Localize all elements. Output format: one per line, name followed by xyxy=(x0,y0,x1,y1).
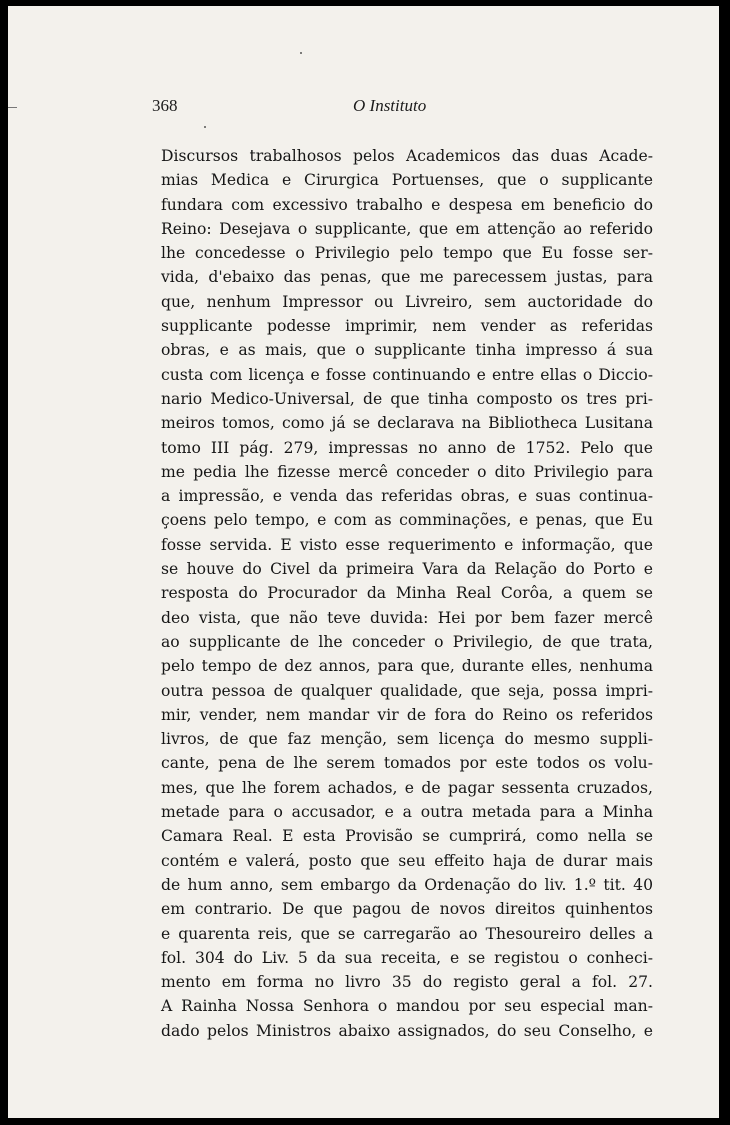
ink-speck xyxy=(204,126,206,128)
text-line: metade para o accusador, e a outra metada para a Minha xyxy=(161,803,653,822)
text-line: fundara com excessivo trabalho e despesa em beneficio do xyxy=(161,195,653,214)
text-line: Discursos trabalhosos pelos Academicos das duas Acade- xyxy=(161,147,653,165)
body-text xyxy=(161,144,653,1043)
text-line: deo vista, que não teve duvida: Hei por bem fazer mercê xyxy=(161,608,653,627)
text-line: lhe concedesse o Privilegio pelo tempo que Eu fosse ser- xyxy=(161,244,653,263)
text-line: A Rainha Nossa Senhora o mandou por seu especial man- xyxy=(161,997,653,1016)
text-line: me pedia lhe fizesse mercê conceder o dito Privilegio para xyxy=(161,462,653,481)
text-line: mes, que lhe forem achados, e de pagar sessenta cruzados, xyxy=(161,778,653,797)
text-line: a impressão, e venda das referidas obras, e suas continua- xyxy=(161,487,653,506)
text-line: ao supplicante de lhe conceder o Privilegio, de que trata, xyxy=(161,632,653,651)
running-title: O Instituto xyxy=(353,96,427,115)
book-page xyxy=(8,6,719,1118)
ink-speck xyxy=(300,52,302,54)
text-line: meiros tomos, como já se declarava na Bibliotheca Lusitana xyxy=(161,414,653,433)
text-line: custa com licença e fosse continuando e entre ellas o Diccio- xyxy=(161,365,653,384)
text-line: contém e valerá, posto que seu effeito haja de durar mais xyxy=(161,851,653,870)
text-line: outra pessoa de qualquer qualidade, que seja, possa impri- xyxy=(161,681,653,700)
text-line: fosse servida. E visto esse requerimento e informação, que xyxy=(161,535,653,554)
text-line: obras, e as mais, que o supplicante tinha impresso á sua xyxy=(161,341,653,360)
text-line: vida, d'ebaixo das penas, que me parecessem justas, para xyxy=(161,268,653,287)
text-line: mento em forma no livro 35 do registo geral a fol. 27. xyxy=(161,973,653,992)
page-header xyxy=(8,96,719,122)
text-line: mias Medica e Cirurgica Portuenses, que o supplicante xyxy=(161,171,653,190)
text-line: mir, vender, nem mandar vir de fora do Reino os referidos xyxy=(161,705,653,724)
text-line: que, nenhum Impressor ou Livreiro, sem auctoridade do xyxy=(161,292,653,311)
text-line: resposta do Procurador da Minha Real Corôa, a quem se xyxy=(161,584,653,603)
page-number: 368 xyxy=(152,96,178,115)
text-line: fol. 304 do Liv. 5 da sua receita, e se registou o conheci- xyxy=(161,948,653,967)
text-line: de hum anno, sem embargo da Ordenação do liv. 1.º tit. 40 xyxy=(161,875,653,894)
text-line: Camara Real. E esta Provisão se cumprirá, como nella se xyxy=(161,827,653,846)
text-line: se houve do Civel da primeira Vara da Relação do Porto e xyxy=(161,560,653,579)
text-line: çoens pelo tempo, e com as comminações, e penas, que Eu xyxy=(161,511,653,530)
text-line: tomo III pág. 279, impressas no anno de 1752. Pelo que xyxy=(161,438,653,457)
text-line: supplicante podesse imprimir, nem vender as referidas xyxy=(161,317,653,336)
text-line: e quarenta reis, que se carregarão ao Thesoureiro delles a xyxy=(161,924,653,943)
text-line: em contrario. De que pagou de novos direitos quinhentos xyxy=(161,900,653,919)
text-line: pelo tempo de dez annos, para que, durante elles, nenhuma xyxy=(161,657,653,676)
text-line: livros, de que faz menção, sem licença do mesmo suppli- xyxy=(161,730,653,749)
text-line: cante, pena de lhe serem tomados por este todos os volu- xyxy=(161,754,653,773)
text-line: nario Medico-Universal, de que tinha composto os tres pri- xyxy=(161,389,653,408)
text-line: dado pelos Ministros abaixo assignados, do seu Conselho, e xyxy=(161,1021,653,1040)
text-line: Reino: Desejava o supplicante, que em attenção ao referido xyxy=(161,219,653,238)
